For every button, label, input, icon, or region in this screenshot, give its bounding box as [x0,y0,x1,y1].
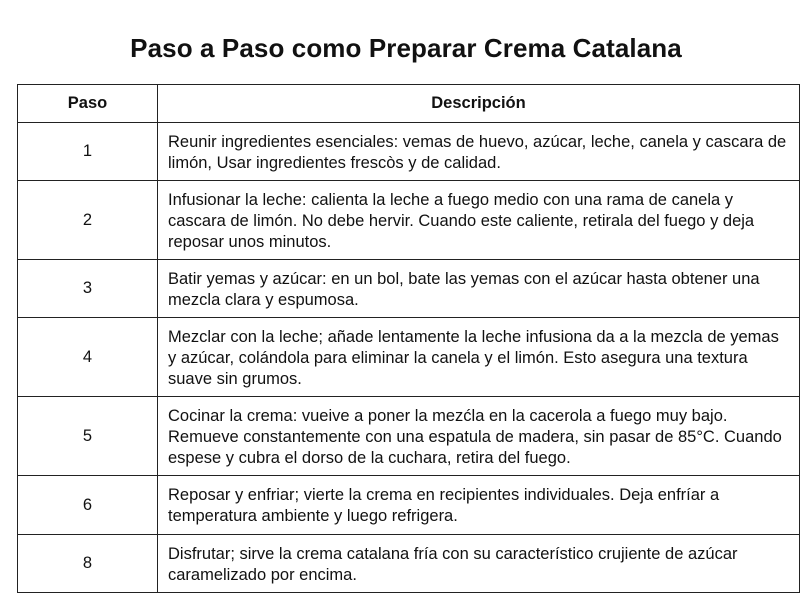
step-description: Reposar y enfriar; vierte la crema en recipientes individuales. Deja enfríar a temperatura ambiente y luego refrigera. [158,476,800,535]
step-number: 1 [18,123,158,181]
step-description: Mezclar con la leche; añade lentamente la leche infusiona da a la mezcla de yemas y azúcar, colándola para eliminar la canela y el limón. Esto asegura una textura suave sin grumos. [158,318,800,397]
step-number: 6 [18,476,158,535]
table-row [18,318,800,397]
step-description: Disfrutar; sirve la crema catalana fría con su característico crujiente de azúcar caramelizado por encima. [158,535,800,593]
table-row [18,535,800,593]
step-number: 5 [18,397,158,476]
table-row [18,476,800,535]
table-row [18,397,800,476]
column-header-step: Paso [18,85,158,123]
step-description: Cocinar la crema: vueive a poner la mezćla en la cacerola a fuego muy bajo. Remueve constantemente con una espatula de madera, sin pasar de 85°C. Cuando espese y cubra el dorso de la cuchara, retira del fuego. [158,397,800,476]
step-description: Reunir ingredientes esenciales: vemas de huevo, azúcar, leche, canela y cascara de limón, Usar ingredientes frescòs y de calidad. [158,123,800,181]
step-number: 4 [18,318,158,397]
page-title: Paso a Paso como Preparar Crema Catalana [130,33,682,63]
table-header-row [18,85,800,123]
table-row [18,181,800,260]
table-row [18,260,800,318]
step-description: Infusionar la leche: calienta la leche a fuego medio con una rama de canela y cascara de limón. No debe hervir. Cuando este caliente, retirala del fuego y deja reposar unos minutos. [158,181,800,260]
step-description: Batir yemas y azúcar: en un bol, bate las yemas con el azúcar hasta obtener una mezcla clara y espumosa. [158,260,800,318]
steps-table [17,84,800,593]
step-number: 2 [18,181,158,260]
table-row [18,123,800,181]
column-header-description: Descripción [158,85,800,123]
step-number: 3 [18,260,158,318]
step-number: 8 [18,535,158,593]
